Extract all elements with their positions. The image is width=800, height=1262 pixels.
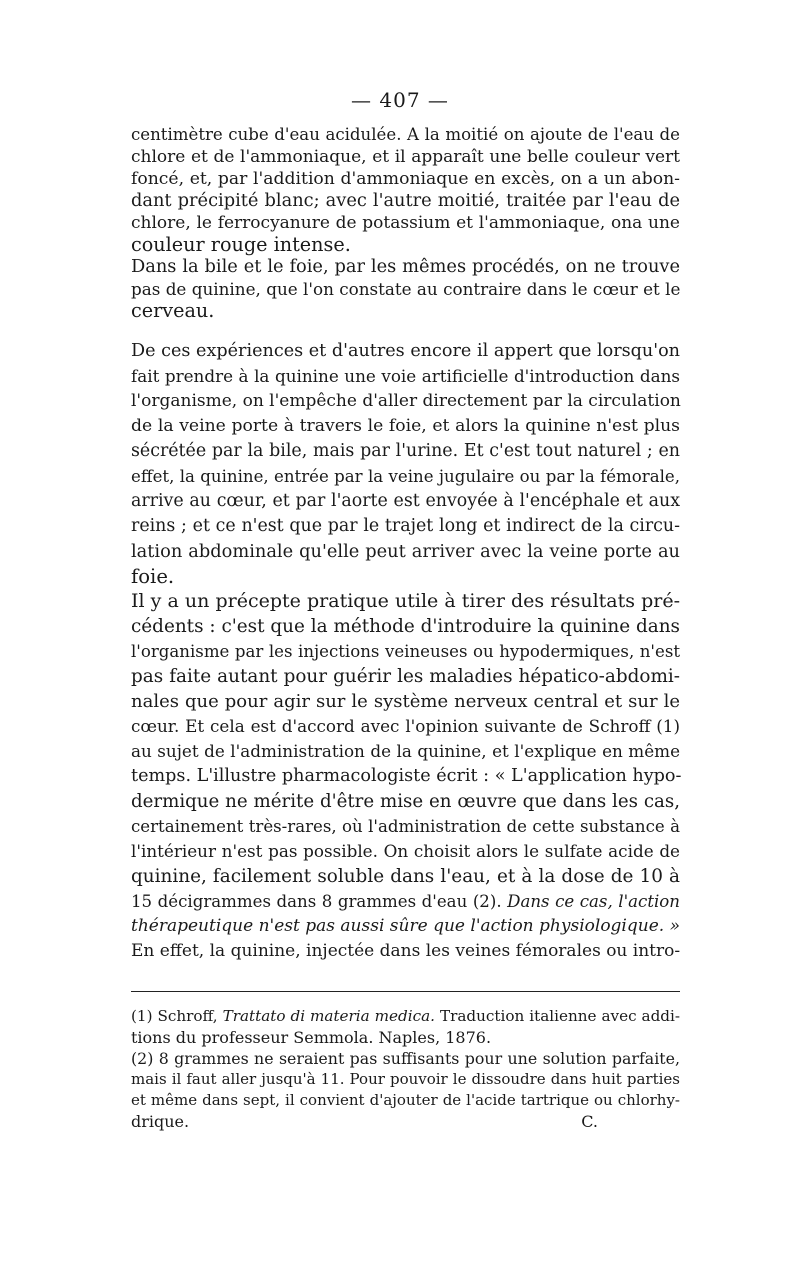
footnote-divider [131,991,680,992]
footnote-2-line: mais il faut aller jusqu'à 11. Pour pouvoir le dissoudre dans huit parties [131,1070,680,1088]
text-line: arrive au cœur, et par l'aorte est envoyée à l'encéphale et aux [131,491,680,511]
text-line: certainement très-rares, où l'administration de cette substance à [131,817,680,836]
text-line: cédents : c'est que la méthode d'introduire la quinine dans [131,616,680,637]
text-line: quinine, facilement soluble dans l'eau, et à la dose de 10 à [131,866,680,887]
text-line: dant précipité blanc; avec l'autre moitié, traitée par l'eau de [131,190,680,211]
text-line: l'intérieur n'est pas possible. On choisit alors le sulfate acide de [131,841,680,861]
footnote-text: (1) Schroff, [131,1007,223,1025]
footnote-text: Traduction italienne avec addi- [435,1007,681,1025]
footnote-2-line: (2) 8 grammes ne seraient pas suffisants pour une solution parfaite, [131,1049,680,1068]
text-line: sécrétée par la bile, mais par l'urine. Et c'est tout naturel ; en [131,441,680,461]
text-line: au sujet de l'administration de la quinine, et l'explique en même [131,741,680,761]
text-line: thérapeutique n'est pas aussi sûre que l'action physiologique. » [131,916,680,936]
footnote-2-line: et même dans sept, il convient d'ajouter de l'acide tartrique ou chlorhy- [131,1091,680,1109]
footnote-signature: C. [581,1112,598,1131]
text-line: de la veine porte à travers le foie, et alors la quinine n'est plus [131,416,680,436]
text-line-italic: Dans ce cas, l'action [507,892,680,911]
text-line: foie. [131,565,175,588]
text-line-mixed [131,889,680,914]
footnote-1-line [131,1006,680,1027]
footnote-text: drique. [131,1112,190,1131]
text-line: cœur. Et cela est d'accord avec l'opinion suivante de Schroff (1) [131,716,680,736]
text-line: temps. L'illustre pharmacologiste écrit : « L'application hypo- [131,766,682,786]
page-number: — 407 — [351,88,449,112]
text-line: l'organisme, on l'empêche d'aller directement par la circulation [131,391,681,411]
text-line: centimètre cube d'eau acidulée. A la moitié on ajoute de l'eau de [131,125,680,144]
text-line: nales que pour agir sur le système nerveux central et sur le [131,691,680,712]
text-line: pas de quinine, que l'on constate au contraire dans le cœur et le [131,279,681,299]
text-line: foncé, et, par l'addition d'ammoniaque en excès, on a un abon- [131,169,680,189]
footnote-2-line [131,1111,680,1132]
text-line: couleur rouge intense. [131,233,351,256]
footnote-italic-title: Trattato di materia medica. [222,1007,436,1025]
text-line: reins ; et ce n'est que par le trajet long et indirect de la circu- [131,516,680,536]
text-line: lation abdominale qu'elle peut arriver avec la veine porte au [131,541,680,562]
text-line: chlore, le ferrocyanure de potassium et l'ammoniaque, ona une [131,213,680,233]
text-line: fait prendre à la quinine une voie artificielle d'introduction dans [131,366,680,386]
text-line: En effet, la quinine, injectée dans les veines fémorales ou intro- [131,941,681,961]
text-line: dermique ne mérite d'être mise en œuvre que dans les cas, [131,791,680,812]
text-line: De ces expériences et d'autres encore il appert que lorsqu'on [131,341,680,361]
paragraph-experiments [131,339,680,964]
text-line: chlore et de l'ammoniaque, et il apparaît une belle couleur vert [131,147,680,167]
text-line: pas faite autant pour guérir les maladies hépatico-abdomi- [131,666,680,687]
text-line: Il y a un précepte pratique utile à tirer des résultats pré- [131,590,680,612]
footnote-1-line: tions du professeur Semmola. Naples, 1876. [131,1028,492,1047]
text-line: Dans la bile et le foie, par les mêmes procédés, on ne trouve [131,256,680,277]
text-line: l'organisme par les injections veineuses ou hypodermiques, n'est [131,642,680,661]
text-line: cerveau. [131,299,215,322]
text-line: effet, la quinine, entrée par la veine jugulaire ou par la fémorale, [131,467,680,486]
text-line-roman: 15 décigrammes dans 8 grammes d'eau (2). [131,892,508,911]
footnotes [131,1006,680,1132]
paragraph-quinine-test [131,124,680,322]
